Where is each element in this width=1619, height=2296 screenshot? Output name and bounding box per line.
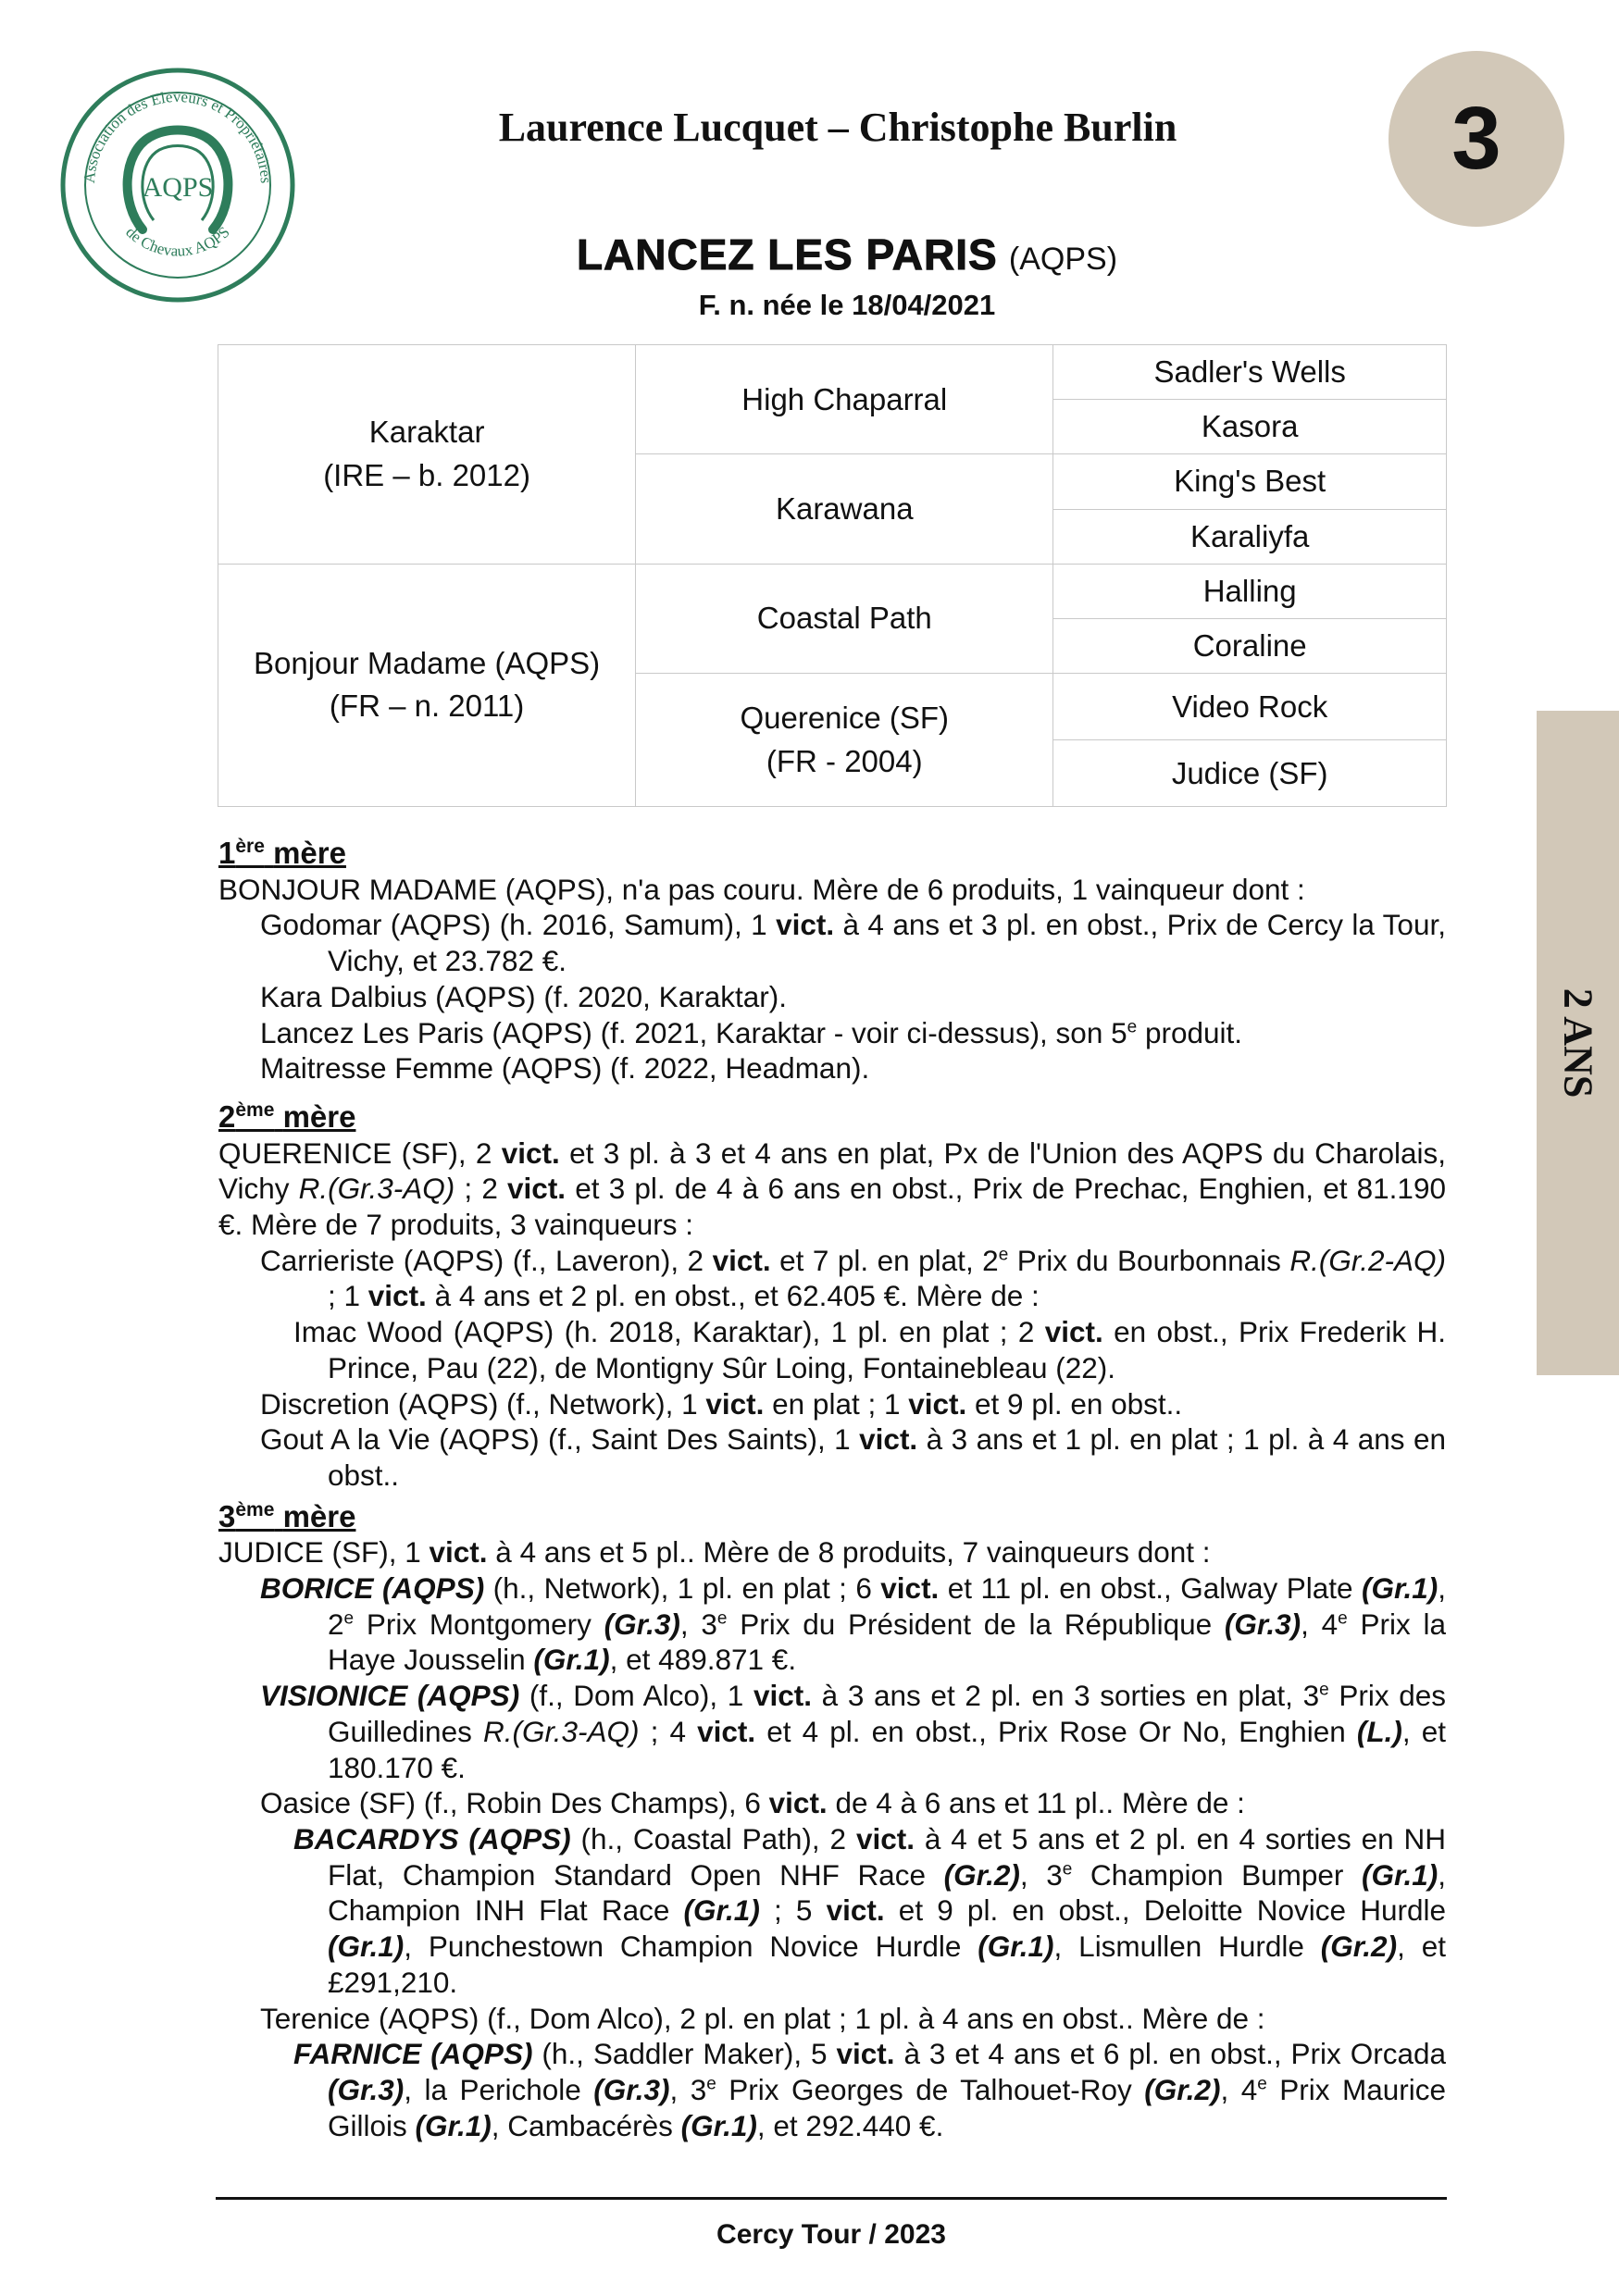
pedigree-table bbox=[218, 344, 1447, 807]
catalogue-content bbox=[218, 830, 1446, 2143]
produce-entry: Kara Dalbius (AQPS) (f. 2020, Karaktar). bbox=[260, 979, 787, 1013]
section-heading-1: 1ère mère bbox=[218, 836, 346, 870]
produce-entry: FARNICE (AQPS) (h., Saddler Maker), 5 vict. à 3 et 4 ans et 6 pl. en obst., Prix Orcada (Gr.3), la Perichole (Gr.3), 3e Prix Georges de Talhouet-Roy (Gr.2), 4e Prix Maurice Gillois (Gr.1), Cambacérès (Gr.1), et 292.440 €. bbox=[293, 2037, 1447, 2142]
produce-entry: BACARDYS (AQPS) (h., Coastal Path), 2 vict. à 4 et 5 ans et 2 pl. en 4 sorties en NH Flat, Champion Standard Open NHF Race (Gr.2), 3e Champion Bumper (Gr.1), Champion INH Flat Race (Gr.1) ; 5 vict. et 9 pl. en obst., Deloitte Novice Hurdle (Gr.1), Punchestown Champion Novice Hurdle (Gr.1), Lismullen Hurdle (Gr.2), et £291,210. bbox=[293, 1821, 1447, 1999]
produce-entry: Carrieriste (AQPS) (f., Laveron), 2 vict. et 7 pl. en plat, 2e Prix du Bourbonnais R.(Gr.2-AQ) ; 1 vict. à 4 ans et 2 pl. en obst., et 62.405 €. Mère de : bbox=[260, 1243, 1446, 1313]
produce-entry: Godomar (AQPS) (h. 2016, Samum), 1 vict. à 4 ans et 3 pl. en obst., Prix de Cercy la Tour, Vichy, et 23.782 €. bbox=[260, 908, 1446, 978]
horse-name: LANCEZ LES PARIS bbox=[576, 230, 998, 279]
pedigree-sire: Karaktar (IRE – b. 2012) bbox=[218, 345, 636, 565]
horse-birth: F. n. née le 18/04/2021 bbox=[698, 289, 996, 321]
footer-divider bbox=[216, 2197, 1447, 2200]
pedigree-great-grandparent: Kasora bbox=[1053, 400, 1447, 454]
pedigree-grandparent: Querenice (SF) (FR - 2004) bbox=[636, 674, 1053, 807]
section-heading-2: 2ème mère bbox=[218, 1098, 356, 1134]
produce-entry: Oasice (SF) (f., Robin Des Champs), 6 vict. de 4 à 6 ans et 11 pl.. Mère de : bbox=[260, 1786, 1245, 1820]
dam-paragraph: BONJOUR MADAME (AQPS), n'a pas couru. Mère de 6 produits, 1 vainqueur dont : bbox=[218, 872, 1305, 906]
pedigree-great-grandparent: Halling bbox=[1053, 564, 1447, 618]
produce-entry: Maitresse Femme (AQPS) (f. 2022, Headman). bbox=[260, 1051, 870, 1086]
age-side-tab bbox=[1537, 711, 1619, 1375]
lot-number: 3 bbox=[1451, 89, 1501, 188]
svg-text:Association des Eleveurs et Pr: Association des Eleveurs et Propriétaires bbox=[80, 87, 276, 184]
svg-text:AQPS: AQPS bbox=[142, 172, 214, 203]
dam-paragraph: QUERENICE (SF), 2 vict. et 3 pl. à 3 et 4 ans en plat, Px de l'Union des AQPS du Charolais, Vichy R.(Gr.3-AQ) ; 2 vict. et 3 pl. de 4 à 6 ans en obst., Prix de Prechac, Enghien, et 81.190 €. Mère de 7 produits, 3 vainqueurs : bbox=[218, 1136, 1446, 1242]
age-label: 2 ANS bbox=[1555, 987, 1600, 1098]
produce-entry: Lancez Les Paris (AQPS) (f. 2021, Karaktar - voir ci-dessus), son 5e produit. bbox=[260, 1015, 1243, 1049]
pedigree-grandparent: Coastal Path bbox=[636, 564, 1053, 673]
seller-name: Laurence Lucquet – Christophe Burlin bbox=[498, 105, 1177, 150]
footer-sale-name: Cercy Tour / 2023 bbox=[716, 2219, 946, 2250]
produce-entry: VISIONICE (AQPS) (f., Dom Alco), 1 vict. à 3 ans et 2 pl. en 3 sorties en plat, 3e Prix des Guilledines R.(Gr.3-AQ) ; 4 vict. et 4 pl. en obst., Prix Rose Or No, Enghien (L.), et 180.170 €. bbox=[260, 1679, 1447, 1784]
dam-paragraph: JUDICE (SF), 1 vict. à 4 ans et 5 pl.. Mère de 8 produits, 7 vainqueurs dont : bbox=[218, 1535, 1211, 1570]
svg-text:de Chevaux AQPS: de Chevaux AQPS bbox=[122, 223, 233, 260]
pedigree-great-grandparent: Video Rock bbox=[1053, 674, 1447, 740]
pedigree-great-grandparent: Sadler's Wells bbox=[1053, 345, 1447, 400]
pedigree-great-grandparent: Coraline bbox=[1053, 618, 1447, 673]
horse-breed-suffix: (AQPS) bbox=[1008, 242, 1118, 277]
section-heading-3: 3ème mère bbox=[218, 1498, 356, 1533]
lot-number-badge bbox=[1389, 51, 1564, 227]
produce-entry: BORICE (AQPS) (h., Network), 1 pl. en plat ; 6 vict. et 11 pl. en obst., Galway Plate (Gr.1), 2e Prix Montgomery (Gr.3), 3e Prix du Président de la République (Gr.3), 4e Prix la Haye Jousselin (Gr.1), et 489.871 €. bbox=[260, 1571, 1446, 1677]
produce-entry: Terenice (AQPS) (f., Dom Alco), 2 pl. en plat ; 1 pl. à 4 ans en obst.. Mère de : bbox=[260, 2001, 1265, 2035]
produce-entry: Gout A la Vie (AQPS) (f., Saint Des Saints), 1 vict. à 3 ans et 1 pl. en plat ; 1 pl. à 4 ans en obst.. bbox=[260, 1422, 1446, 1492]
pedigree-grandparent: High Chaparral bbox=[636, 345, 1053, 454]
pedigree-grandparent: Karawana bbox=[636, 454, 1053, 564]
pedigree-great-grandparent: Judice (SF) bbox=[1053, 740, 1447, 807]
pedigree-great-grandparent: Karaliyfa bbox=[1053, 509, 1447, 564]
horse-title bbox=[213, 230, 1481, 279]
produce-entry: Imac Wood (AQPS) (h. 2018, Karaktar), 1 pl. en plat ; 2 vict. en obst., Prix Frederik H. Prince, Pau (22), de Montigny Sûr Loing, Fontainebleau (22). bbox=[293, 1315, 1446, 1384]
pedigree-great-grandparent: King's Best bbox=[1053, 454, 1447, 509]
produce-entry: Discretion (AQPS) (f., Network), 1 vict. en plat ; 1 vict. et 9 pl. en obst.. bbox=[260, 1386, 1183, 1421]
pedigree-dam: Bonjour Madame (AQPS) (FR – n. 2011) bbox=[218, 564, 636, 806]
